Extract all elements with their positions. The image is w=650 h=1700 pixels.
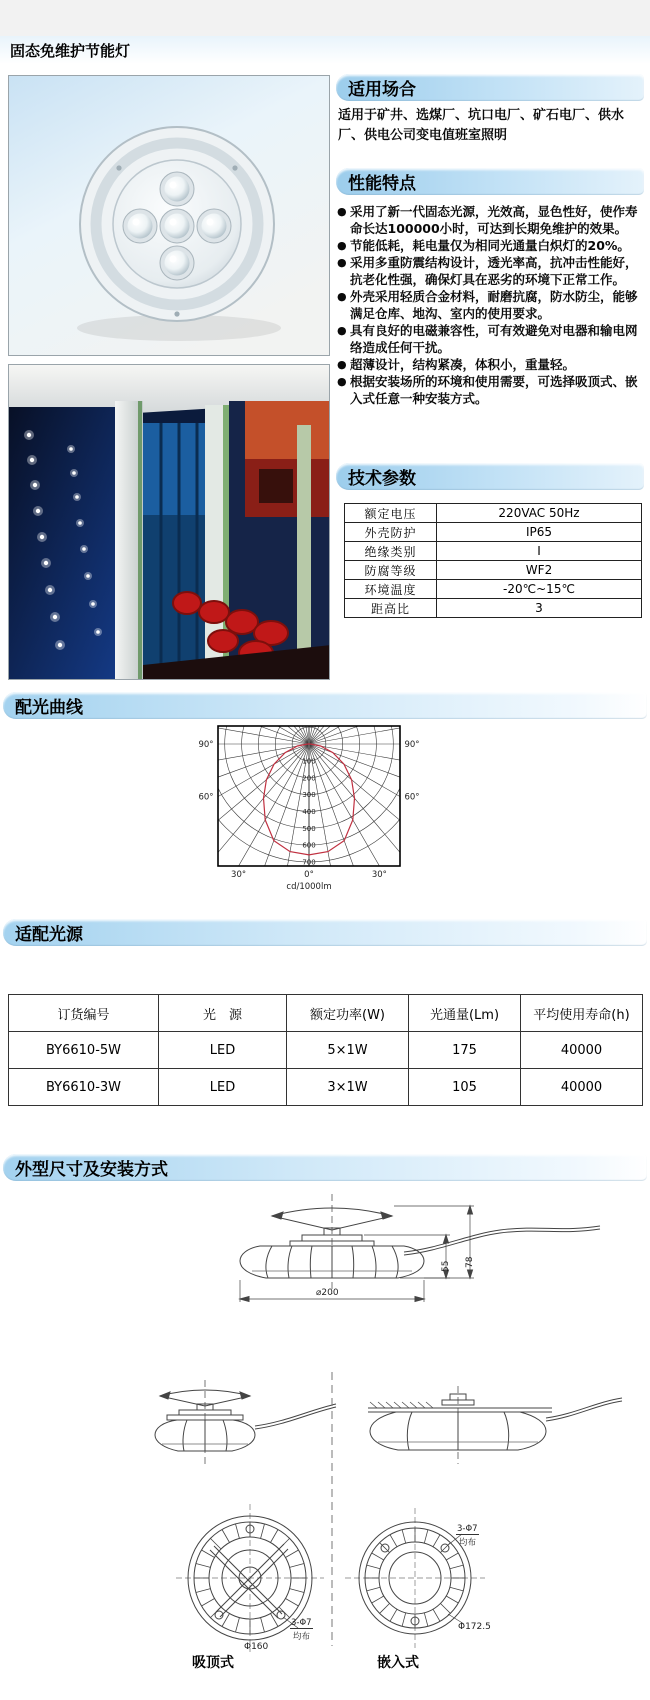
svg-text:200: 200 [302, 774, 316, 783]
tech-param-value: 220VAC 50Hz [437, 504, 642, 523]
dim-height-total: 78 [465, 1256, 475, 1268]
light-source-cell: 5×1W [287, 1032, 409, 1069]
section-title-light-sources [3, 919, 647, 946]
tech-param-label: 环境温度 [345, 580, 437, 599]
dim-diameter: ⌀200 [316, 1288, 339, 1298]
dim-holes-right-note: 均布 [459, 1538, 477, 1548]
column-header: 额定功率(W) [287, 995, 409, 1032]
bullet-icon: ● [337, 375, 347, 388]
tech-param-value: WF2 [437, 561, 642, 580]
bullet-icon: ● [337, 205, 347, 218]
feature-text: 节能低耗，耗电量仅为相同光通量白炽灯的20%。 [350, 238, 630, 253]
section-title-applications [336, 74, 644, 101]
dim-holes-left: 3-Φ7 [291, 1618, 312, 1628]
feature-item [337, 356, 647, 373]
section-title-applications-label: 适用场合 [348, 80, 416, 100]
svg-text:600: 600 [302, 841, 316, 850]
light-source-cell: 175 [409, 1032, 521, 1069]
dim-holes-left-note: 均布 [293, 1632, 311, 1642]
feature-item [337, 237, 647, 254]
feature-item [337, 203, 647, 237]
feature-text: 采用了新一代固态光源，光效高，显色性好，使作寿命长达100000小时，可达到长期免维护的效果。 [350, 204, 638, 236]
section-title-dimensions-label: 外型尺寸及安装方式 [15, 1160, 168, 1180]
light-sources-table [8, 994, 643, 1106]
column-header: 平均使用寿命(h) [521, 995, 643, 1032]
bullet-icon: ● [337, 239, 347, 252]
tech-param-value: IP65 [437, 523, 642, 542]
tech-param-row [345, 504, 642, 523]
section-title-distribution-label: 配光曲线 [15, 698, 83, 718]
svg-text:30°: 30° [371, 870, 387, 880]
column-header: 光 源 [159, 995, 287, 1032]
svg-text:60°: 60° [404, 792, 420, 803]
model-subtitle: 固态免维护节能灯 [10, 42, 131, 60]
light-source-cell: BY6610-3W [9, 1069, 159, 1106]
light-sources-header-row [9, 995, 643, 1032]
svg-text:500: 500 [302, 824, 316, 833]
light-source-cell: 3×1W [287, 1069, 409, 1106]
section-title-distribution [3, 692, 647, 719]
light-source-cell: BY6610-5W [9, 1032, 159, 1069]
section-title-tech-params [336, 463, 644, 490]
feature-text: 超薄设计，结构紧凑，体积小，重量轻。 [350, 357, 576, 372]
svg-text:400: 400 [302, 808, 316, 816]
tech-param-value: I [437, 542, 642, 561]
column-header: 光通量(Lm) [409, 995, 521, 1032]
tech-param-row [345, 523, 642, 542]
tech-params-table [344, 503, 642, 618]
light-source-row [9, 1069, 643, 1106]
svg-text:90°: 90° [198, 740, 214, 750]
feature-text: 具有良好的电磁兼容性，可有效避免对电器和输电网络造成任何干扰。 [350, 323, 638, 355]
bullet-icon: ● [337, 324, 347, 337]
dimension-drawings [0, 1190, 650, 1670]
section-title-light-sources-label: 适配光源 [15, 925, 83, 945]
section-divider-band [0, 0, 650, 36]
dim-flange-diameter: Φ172.5 [458, 1622, 491, 1632]
tech-param-value: 3 [437, 599, 642, 618]
svg-text:30°: 30° [231, 870, 247, 880]
tech-param-label: 外壳防护 [345, 523, 437, 542]
application-photo [8, 364, 330, 680]
svg-text:700: 700 [302, 858, 316, 867]
light-source-cell: 40000 [521, 1069, 643, 1106]
feature-text: 外壳采用轻质合金材料，耐磨抗腐，防水防尘，能够满足仓库、地沟、室内的使用要求。 [350, 289, 638, 321]
product-photo [8, 75, 330, 356]
distribution-curve-svg [195, 721, 435, 897]
dim-holes-right: 3-Φ7 [457, 1524, 478, 1534]
bullet-icon: ● [337, 256, 347, 269]
feature-text: 根据安装场所的环境和使用需要，可选择吸顶式、嵌入式任意一种安装方式。 [350, 374, 638, 406]
svg-text:90°: 90° [404, 740, 420, 750]
feature-item [337, 373, 647, 407]
light-source-cell: LED [159, 1069, 287, 1106]
section-title-dimensions [3, 1154, 647, 1181]
dim-bolt-circle: Φ160 [244, 1642, 269, 1652]
tech-param-label: 防腐等级 [345, 561, 437, 580]
feature-item [337, 254, 647, 288]
feature-item [337, 288, 647, 322]
tech-param-row [345, 542, 642, 561]
section-title-tech-params-label: 技术参数 [348, 469, 416, 489]
bullet-icon: ● [337, 290, 347, 303]
light-source-row [9, 1032, 643, 1069]
feature-text: 采用多重防震结构设计，透光率高，抗冲击性能好，抗老化性强，确保灯具在恶劣的环境下正常工作。 [350, 255, 638, 287]
tech-param-row [345, 599, 642, 618]
bullet-icon: ● [337, 358, 347, 371]
svg-text:300: 300 [302, 791, 316, 800]
light-source-cell: 105 [409, 1069, 521, 1106]
section-title-features [336, 168, 644, 195]
tech-param-label: 绝缘类别 [345, 542, 437, 561]
tech-param-label: 额定电压 [345, 504, 437, 523]
tech-param-label: 距高比 [345, 599, 437, 618]
feature-item [337, 322, 647, 356]
svg-text:0°: 0° [304, 870, 314, 880]
column-header: 订货编号 [9, 995, 159, 1032]
mount-type-recessed: 嵌入式 [377, 1655, 419, 1671]
tech-param-value: -20℃~15℃ [437, 580, 642, 599]
light-source-cell: 40000 [521, 1032, 643, 1069]
tech-param-row [345, 561, 642, 580]
interior-illustration [9, 365, 330, 680]
mount-type-ceiling: 吸顶式 [192, 1655, 234, 1671]
svg-text:60°: 60° [198, 792, 214, 803]
svg-text:cd/1000lm: cd/1000lm [286, 882, 332, 892]
dim-height-body: 55 [441, 1260, 451, 1272]
section-title-features-label: 性能特点 [348, 174, 416, 194]
svg-text:100: 100 [302, 757, 316, 766]
applications-text: 适用于矿井、选煤厂、坑口电厂、矿石电厂、供水厂、供电公司变电值班室照明 [338, 108, 625, 144]
light-source-cell: LED [159, 1032, 287, 1069]
features-list [337, 203, 647, 407]
tech-param-row [345, 580, 642, 599]
lamp-illustration [9, 76, 330, 356]
